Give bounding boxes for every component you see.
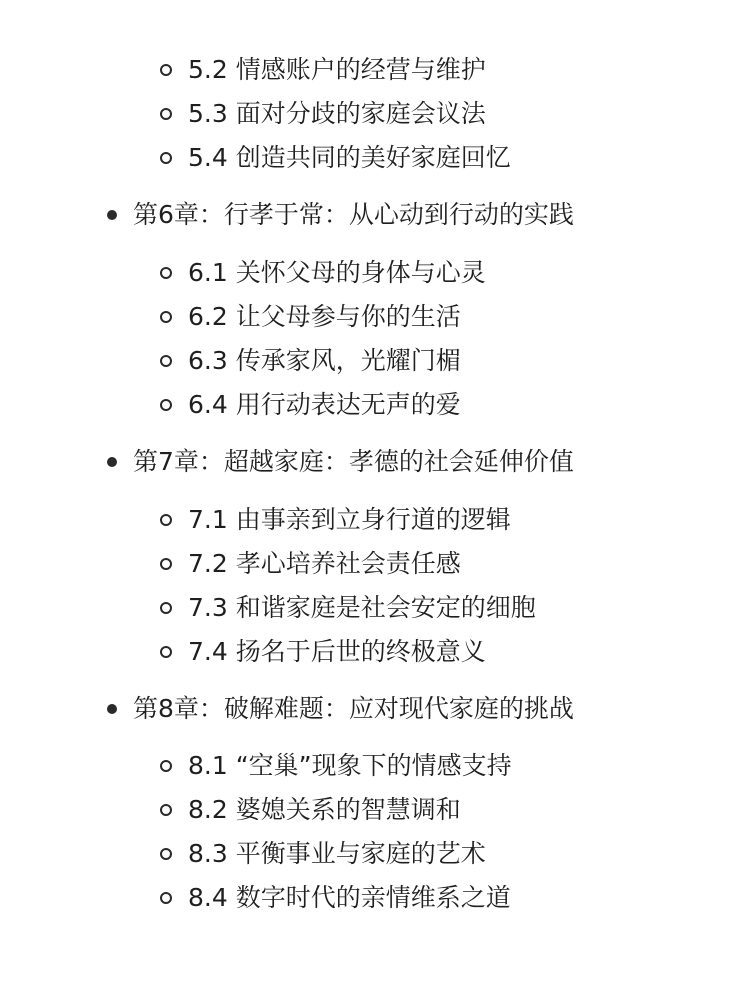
chapter-item [107, 689, 574, 729]
hollow-bullet-icon [160, 355, 172, 367]
hollow-bullet-icon [160, 558, 172, 570]
filled-bullet-icon [107, 457, 117, 467]
chapter-title: 第7章：超越家庭：孝德的社会延伸价值 [133, 447, 574, 476]
chapter-title: 第6章：行孝于常：从心动到行动的实践 [133, 200, 574, 229]
hollow-bullet-icon [160, 848, 172, 860]
list-item-text: 7.3 和谐家庭是社会安定的细胞 [188, 593, 536, 622]
list-item [160, 746, 512, 786]
hollow-bullet-icon [160, 760, 172, 772]
list-item [160, 341, 461, 381]
list-item-text: 7.2 孝心培养社会责任感 [188, 549, 461, 578]
hollow-bullet-icon [160, 267, 172, 279]
list-item-text: 5.4 创造共同的美好家庭回忆 [188, 143, 511, 172]
list-item [160, 253, 486, 293]
list-item-text: 8.4 数字时代的亲情维系之道 [188, 883, 511, 912]
hollow-bullet-icon [160, 646, 172, 658]
list-item [160, 544, 461, 584]
list-item-text: 6.4 用行动表达无声的爱 [188, 390, 461, 419]
list-item-text: 6.3 传承家风，光耀门楣 [188, 346, 461, 375]
chapter-item [107, 195, 574, 235]
list-item [160, 50, 486, 90]
list-item [160, 138, 511, 178]
list-item-text: 5.2 情感账户的经营与维护 [188, 55, 486, 84]
list-item [160, 385, 461, 425]
list-item-text: 5.3 面对分歧的家庭会议法 [188, 99, 486, 128]
list-item-text: 8.2 婆媳关系的智慧调和 [188, 795, 461, 824]
list-item-text: 6.2 让父母参与你的生活 [188, 302, 461, 331]
hollow-bullet-icon [160, 152, 172, 164]
hollow-bullet-icon [160, 804, 172, 816]
hollow-bullet-icon [160, 399, 172, 411]
list-item-text: 6.1 关怀父母的身体与心灵 [188, 258, 486, 287]
hollow-bullet-icon [160, 108, 172, 120]
list-item [160, 94, 486, 134]
hollow-bullet-icon [160, 311, 172, 323]
list-item-text: 7.4 扬名于后世的终极意义 [188, 637, 486, 666]
filled-bullet-icon [107, 210, 117, 220]
hollow-bullet-icon [160, 602, 172, 614]
chapter-item [107, 442, 574, 482]
list-item [160, 878, 511, 918]
list-item [160, 500, 511, 540]
hollow-bullet-icon [160, 514, 172, 526]
list-item [160, 297, 461, 337]
list-item-text: 7.1 由事亲到立身行道的逻辑 [188, 505, 511, 534]
hollow-bullet-icon [160, 64, 172, 76]
list-item [160, 588, 536, 628]
list-item-text: 8.3 平衡事业与家庭的艺术 [188, 839, 486, 868]
hollow-bullet-icon [160, 892, 172, 904]
list-item [160, 834, 486, 874]
filled-bullet-icon [107, 704, 117, 714]
list-item [160, 790, 461, 830]
chapter-title: 第8章：破解难题：应对现代家庭的挑战 [133, 694, 574, 723]
list-item [160, 632, 486, 672]
list-item-text: 8.1 “空巢”现象下的情感支持 [188, 751, 512, 780]
